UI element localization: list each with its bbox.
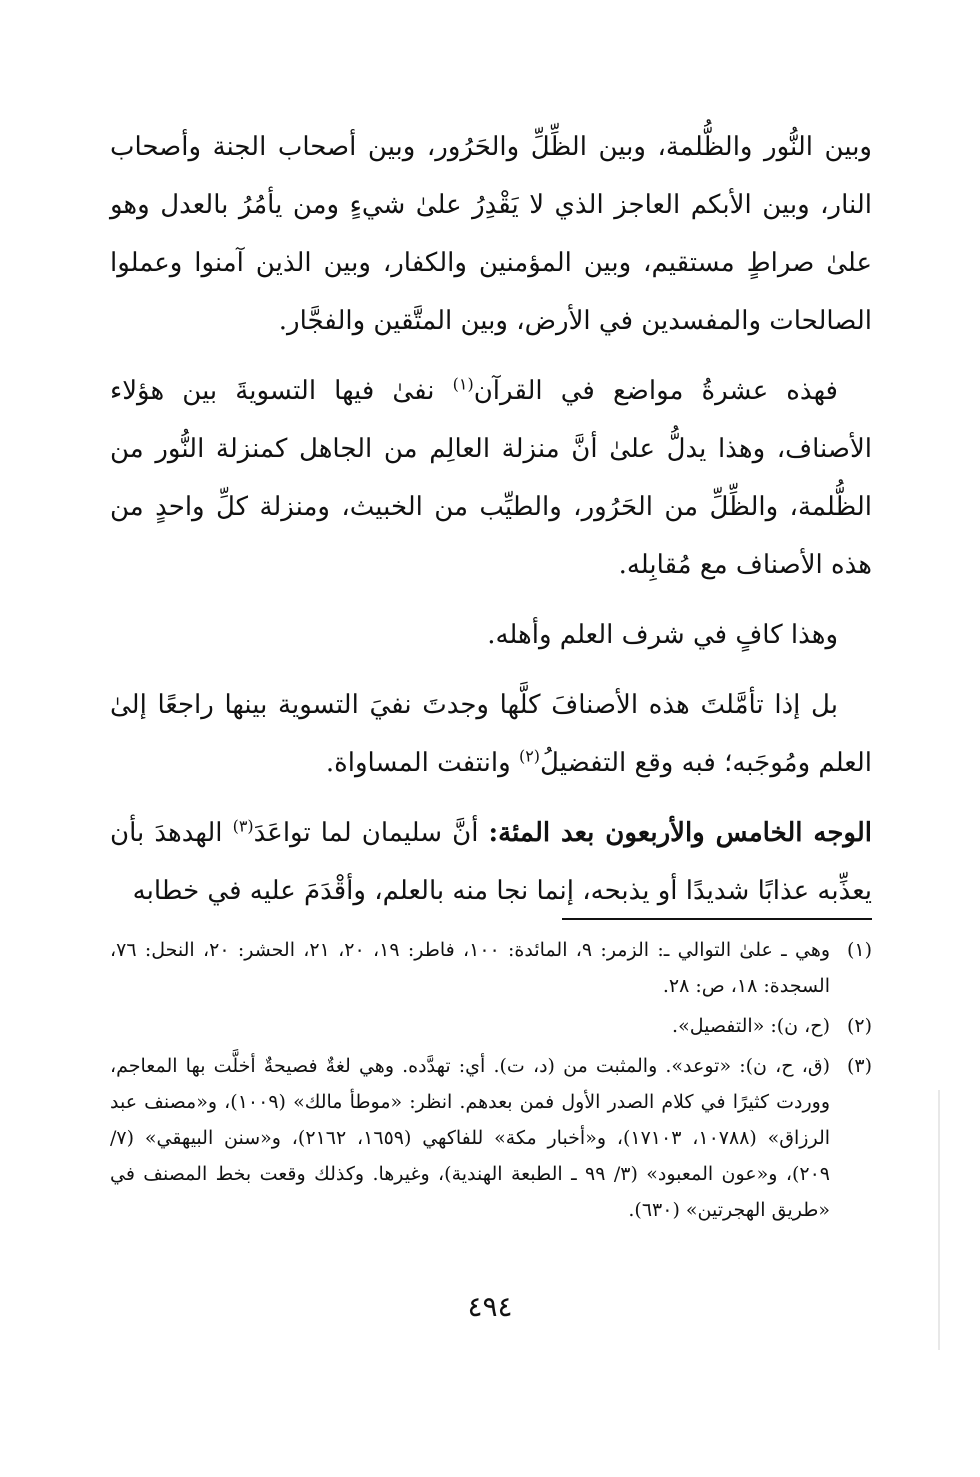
paragraph-text: وانتفت المساواة. [325,748,519,778]
footnote-3 [110,1048,872,1228]
footnote-text: (ح، ن): «التفصيل». [672,1015,830,1037]
footnote-reference-1[interactable]: (١) [452,374,474,394]
footnote-text: (ق، ح، ن): «توعد». والمثبت من (د، ت). أي: تهدَّده. وهي لغةٌ فصيحةٌ أخلَّت بها المعاجم، ووردت كثيرًا في كلام الصدر الأول فمن بعدهم. انظر: «موطأ مالك» (١٠٠٩)، و«مصنف عبد الرزاق» (١٠٧٨٨، ١٧١٠٣)، و«أخبار مكة» للفاكهي (١٦٥٩، ٢١٦٢)، و«سنن البيهقي» (٧/ ٢٠٩)، و«عون المعبود» (٣/ ٩٩ ـ الطبعة الهندية)، وغيرها. وكذلك وقعت بخط المصنف في «طريق الهجرتين» (٦٣٠). [110,1055,831,1221]
paragraph-text: وهذا كافٍ في شرف العلم وأهله. [487,620,838,650]
footnote-reference-2[interactable]: (٢) [518,746,541,766]
main-text-body [110,118,872,920]
page-number: ٤٩٤ [467,1290,513,1323]
footnotes-section [110,932,872,1232]
paragraph-text: بل إذا تأمَّلتَ هذه الأصنافَ كلَّها وجدتَ نفيَ التسوية بينها راجعًا إلىٰ العلم ومُوجَبه؛ فبه وقع التفضيلُ [110,690,872,778]
footnote-reference-3[interactable]: (٣) [232,816,254,836]
section-heading: الوجه الخامس والأربعون بعد المئة: [488,818,872,848]
footnote-1 [110,932,872,1004]
paragraph-1 [110,118,872,350]
scan-edge-shadow [938,1090,940,1350]
paragraph-text: أنَّ سليمان لما تواعَدَ [253,818,489,848]
footnote-text: وهي ـ علىٰ التوالي ـ: الزمر: ٩، المائدة: ١٠٠، فاطر: ١٩، ٢٠، ٢١، الحشر: ٢٠، النحل: ٧٦، السجدة: ١٨، ص: ٢٨. [110,939,831,997]
paragraph-text: وبين النُّور والظُّلمة، وبين الظِّلِّ والحَرُور، وبين أصحاب الجنة وأصحاب النار، وبين الأبكم العاجز الذي لا يَقْدِرُ علىٰ شيءٍ ومن يأمُرُ بالعدل وهو علىٰ صراطٍ مستقيم، وبين المؤمنين والكفار، وبين الذين آمنوا وعملوا الصالحات والمفسدين في الأرض، وبين المتَّقين والفجَّار. [110,132,872,336]
paragraph-4 [110,676,872,792]
footnote-2 [110,1008,872,1044]
footnote-divider [562,918,872,920]
paragraph-5 [110,804,872,920]
paragraph-2 [110,362,872,594]
paragraph-3 [110,606,872,664]
footnote-number: (٣) [846,1055,872,1077]
paragraph-text: الهدهدَ بأن يعذِّبه عذابًا شديدًا أو يذبحه، إنما نجا منه بالعلم، وأقْدَمَ عليه في خطابه [110,818,872,906]
paragraph-text: نفىٰ فيها التسويةَ بين هؤلاء الأصناف، وهذا يدلُّ علىٰ أنَّ منزلة العالِم من الجاهل كمنزلة النُّور من الظُّلمة، والظِّلِّ من الحَرُور، والطيِّب من الخبيث، ومنزلة كلِّ واحدٍ من هذه الأصناف مع مُقابِله. [110,376,872,580]
paragraph-text: فهذه عشرةُ مواضع في القرآن [473,376,838,406]
footnote-number: (٢) [846,1015,872,1037]
footnote-number: (١) [846,939,872,961]
